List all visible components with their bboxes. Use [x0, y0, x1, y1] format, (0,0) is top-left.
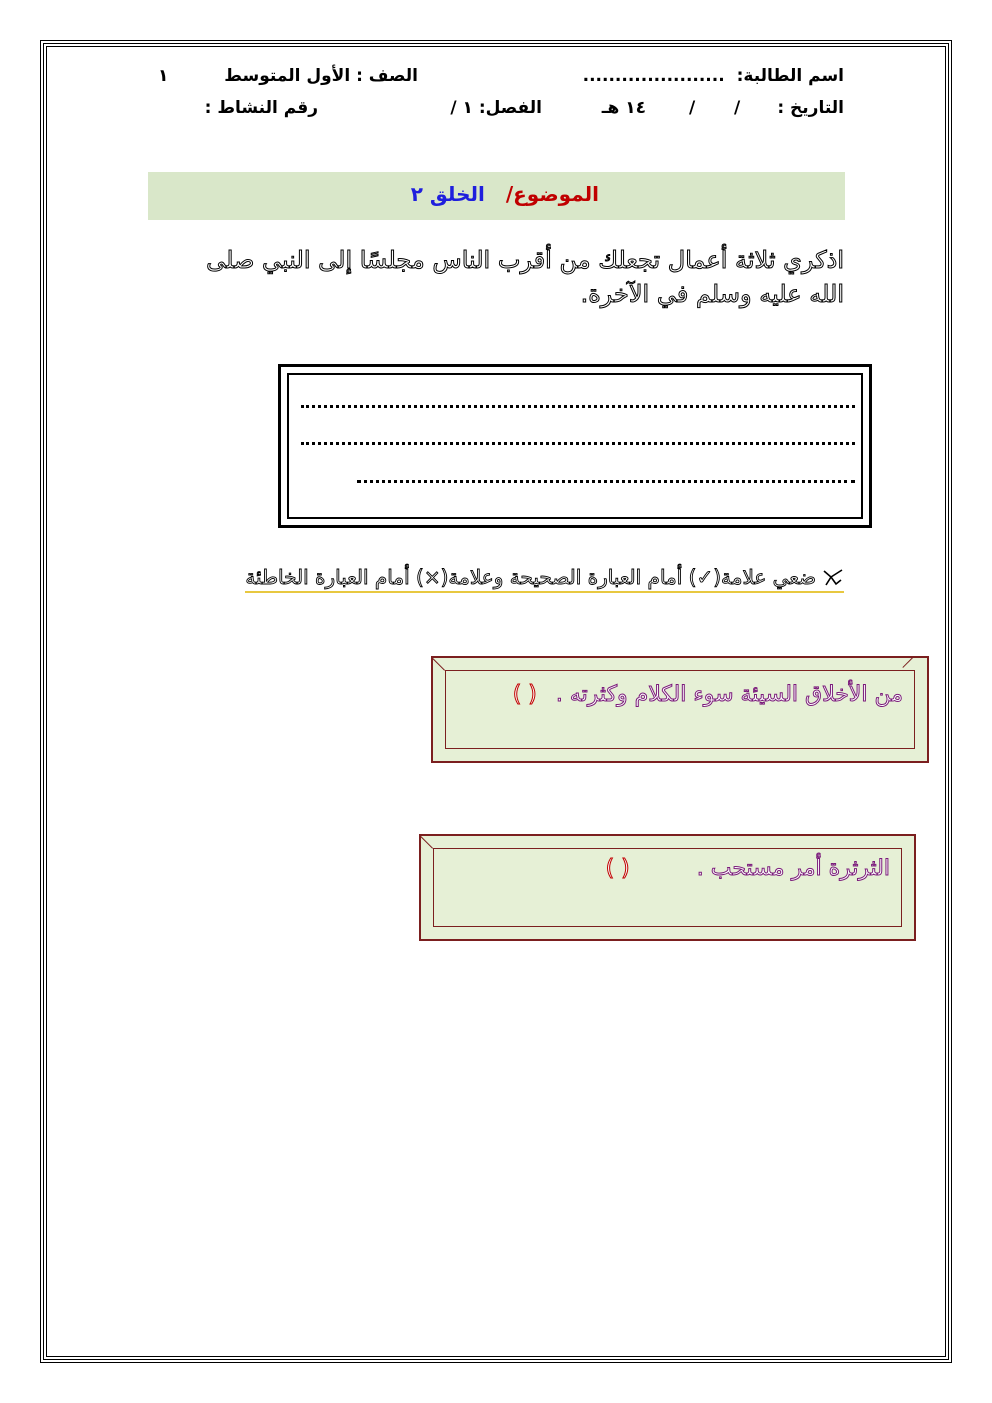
instruction — [245, 565, 844, 593]
answer-line[interactable] — [357, 470, 855, 483]
statement-text: من الأخلاق السيئة سوء الكلام وكثرته . — [555, 682, 903, 707]
student-name-label: اسم الطالبة: — [736, 66, 844, 86]
date-slash: / — [734, 98, 741, 118]
activity-number-label: رقم النشاط : — [204, 98, 318, 118]
statement-panel — [431, 656, 929, 763]
question-text: اذكري ثلاثة أعمال تجعلك من أقرب الناس مجلسًا إلى النبي صلى الله عليه وسلم في الآخرة. — [206, 246, 844, 308]
student-name-blank[interactable]: ...................... — [582, 66, 725, 86]
topic-label: الموضوع/ — [505, 182, 599, 206]
answer-parentheses[interactable]: ( ) — [512, 682, 537, 707]
answer-box — [278, 364, 872, 528]
class-number: ١ — [158, 66, 169, 86]
answer-line[interactable] — [301, 432, 855, 445]
instruction-text: ضعي علامة(✓) أمام العبارة الصحيحة وعلامة(×) أمام العبارة الخاطئة — [245, 565, 816, 589]
statement-panel — [419, 834, 916, 941]
topic-banner — [148, 172, 845, 220]
statement-1 — [513, 682, 903, 707]
topic-value: الخلق ٢ — [410, 182, 485, 206]
class-label: الصف : الأول المتوسط — [224, 66, 418, 86]
statement-text: الثرثرة أمر مستحب . — [696, 856, 890, 881]
date-label: التاريخ : — [777, 98, 844, 118]
answer-parentheses[interactable]: ( ) — [605, 856, 630, 881]
student-name-row — [583, 66, 844, 86]
date-slash: / — [689, 98, 696, 118]
hijri-year: ١٤ هـ — [601, 98, 646, 118]
statement-2 — [606, 856, 890, 881]
dove-icon — [822, 567, 844, 587]
answer-line[interactable] — [301, 395, 855, 408]
semester-label: الفصل: ١ / — [450, 98, 542, 118]
